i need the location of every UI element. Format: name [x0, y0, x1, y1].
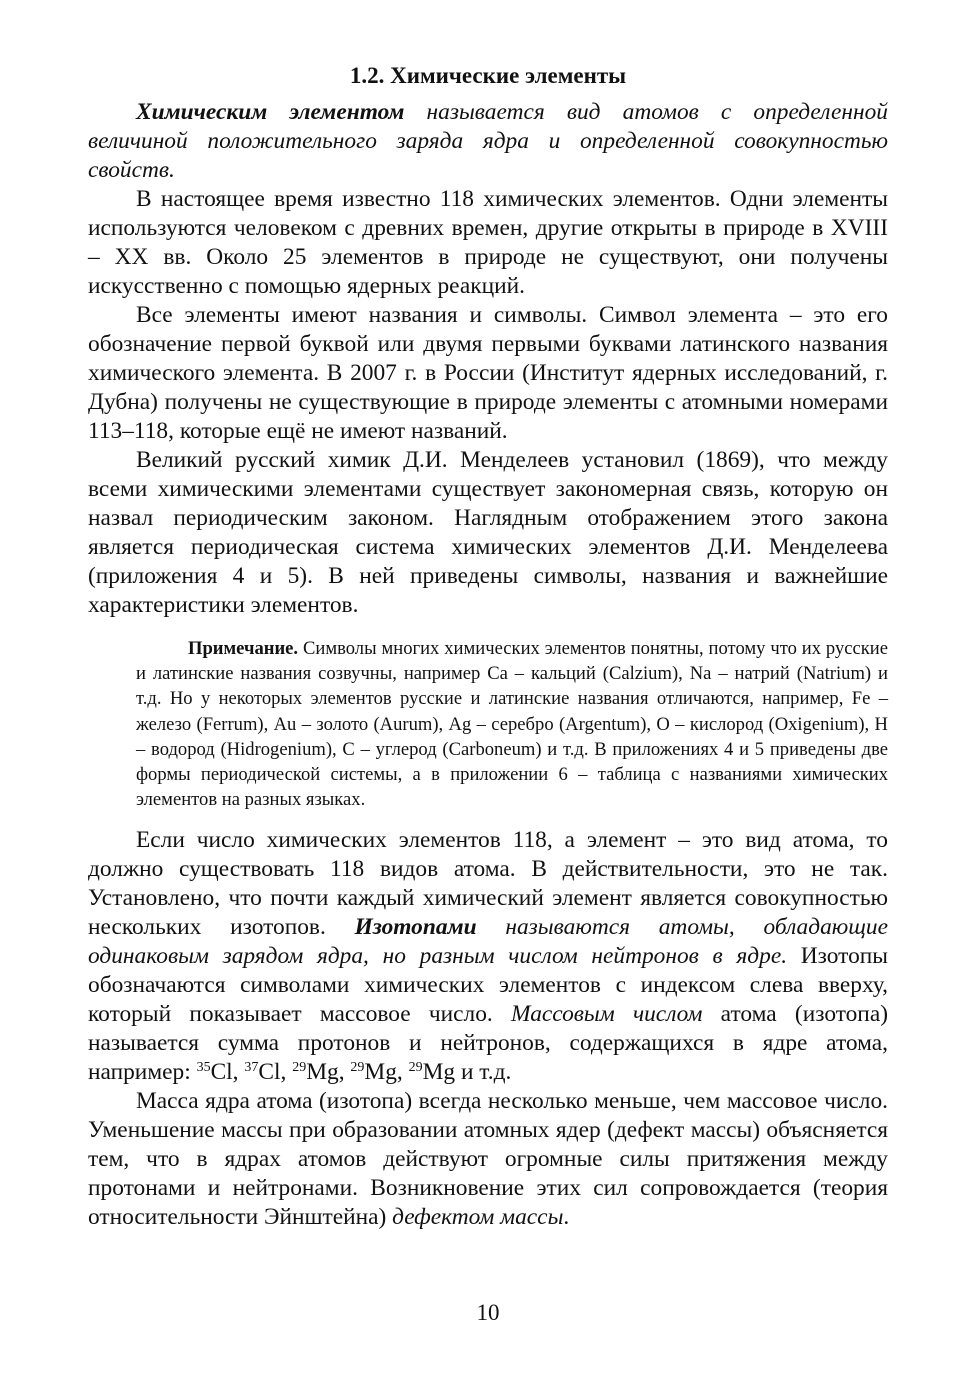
isotope-example [292, 1059, 339, 1085]
isotope-symbol: Mg [422, 1059, 456, 1086]
isotope-example [350, 1059, 397, 1085]
note-text: Символы многих химических элементов понятны, потому что их русские и латинские названия созвучны, например Ca – кальций (Calzium), Na – натрий (Natrium) и т.д. Но у некоторых элементов русские и латинские названия отличаются, например, Fe – железо (Ferrum), Au – золото (Aurum), Ag – серебро (Argentum), O – кислород (Oxigenium), H – водород (Hidrogenium), C – углерод (Carboneum) и т.д. В приложениях 4 и 5 приведены две формы периодической системы, а в приложении 6 – таблица с названиями химических элементов на разных языках. [136, 638, 888, 811]
paragraph-mendeleev: Великий русский химик Д.И. Менделеев установил (1869), что между всеми химическими элементами существует закономерная связь, которую он назвал периодическим законом. Наглядным отображением этого закона является периодическая система химических элементов Д.И. Менделеева (приложения 4 и 5). В ней приведены символы, названия и важнейшие характеристики элементов. [88, 447, 888, 618]
isotope-mass: 29 [292, 1060, 307, 1076]
note-block [136, 636, 888, 812]
isotope-mass: 29 [350, 1060, 365, 1076]
paragraph-known-elements: В настоящее время известно 118 химических элементов. Одни элементы используются человеком с древних времен, другие открыты в природе в XVIII – XX вв. Около 25 элементов в природе не существуют, они получены искусственно с помощью ядерных реакций. [88, 186, 888, 299]
section-heading: 1.2. Химические элементы [349, 63, 627, 88]
isotope-symbol: Cl [210, 1059, 233, 1086]
term-chemical-element: Химическим элементом [136, 99, 405, 125]
isotope-mass: 35 [196, 1060, 211, 1076]
isotopes-text-a: Если число химических элементов 118, а элемент – это вид атома, то должно существовать 118 видов атома. В действительности, это не так. Установлено, что почти каждый химический элемент является совокупностью нескольких изотопов. [88, 827, 888, 941]
isotope-example [409, 1059, 456, 1085]
paragraph-symbols: Все элементы имеют названия и символы. Символ элемента – это его обозначение первой буквой или двумя первыми буквами латинского названия химического элемента. В 2007 г. в России (Институт ядерных исследований, г. Дубна) получены не существующие в природе элементы с атомными номерами 113–118, которые ещё не имеют названий. [88, 302, 888, 444]
note-label: Примечание. [188, 638, 299, 659]
isotope-mass: 37 [244, 1060, 259, 1076]
mass-defect-end: . [563, 1204, 570, 1231]
isotope-separator: , [338, 1059, 351, 1086]
isotope-mass: 29 [408, 1060, 423, 1076]
isotopes-text-b: Изотопы обозначаются символами химических элементов с индексом слева вверху, который показывает массовое число. [88, 943, 889, 1028]
definition-text: называется вид атомов с определенной величиной положительного заряда ядра и определенной совокупностью свойств. [88, 99, 888, 183]
paragraph-mass-defect [88, 1087, 888, 1232]
isotope-separator: , [280, 1059, 293, 1086]
page-body [88, 60, 888, 1232]
definition-paragraph [88, 98, 888, 185]
term-isotopes: Изотопами [354, 914, 477, 941]
page-number: 10 [476, 1300, 500, 1325]
isotopes-definition: называются атомы, обладающие одинаковым зарядом ядра, но разным числом нейтронов в ядре. [88, 914, 889, 970]
term-mass-defect: дефектом массы [392, 1204, 564, 1231]
isotopes-end: и т.д. [455, 1059, 512, 1086]
term-mass-number: Массовым числом [511, 1001, 703, 1028]
paragraph-isotopes [88, 826, 888, 1087]
isotope-symbol: Cl [258, 1059, 281, 1086]
isotopes-text-c: атома (изотопа) называется сумма протонов и нейтронов, содержащихся в ядре атома, например: [88, 1001, 889, 1086]
isotope-separator: , [232, 1059, 245, 1086]
isotope-separator: , [396, 1059, 409, 1086]
isotope-example [197, 1059, 233, 1085]
mass-defect-text: Масса ядра атома (изотопа) всегда несколько меньше, чем массовое число. Уменьшение массы при образовании атомных ядер (дефект массы) объясняется тем, что в ядрах атомов действуют огромные силы притяжения между протонами и нейтронами. Возникновение этих сил сопровождается (теория относительности Эйнштейна) [88, 1088, 888, 1231]
isotope-symbol: Mg [306, 1059, 339, 1086]
isotope-symbol: Mg [364, 1059, 397, 1086]
isotope-example [244, 1059, 280, 1085]
